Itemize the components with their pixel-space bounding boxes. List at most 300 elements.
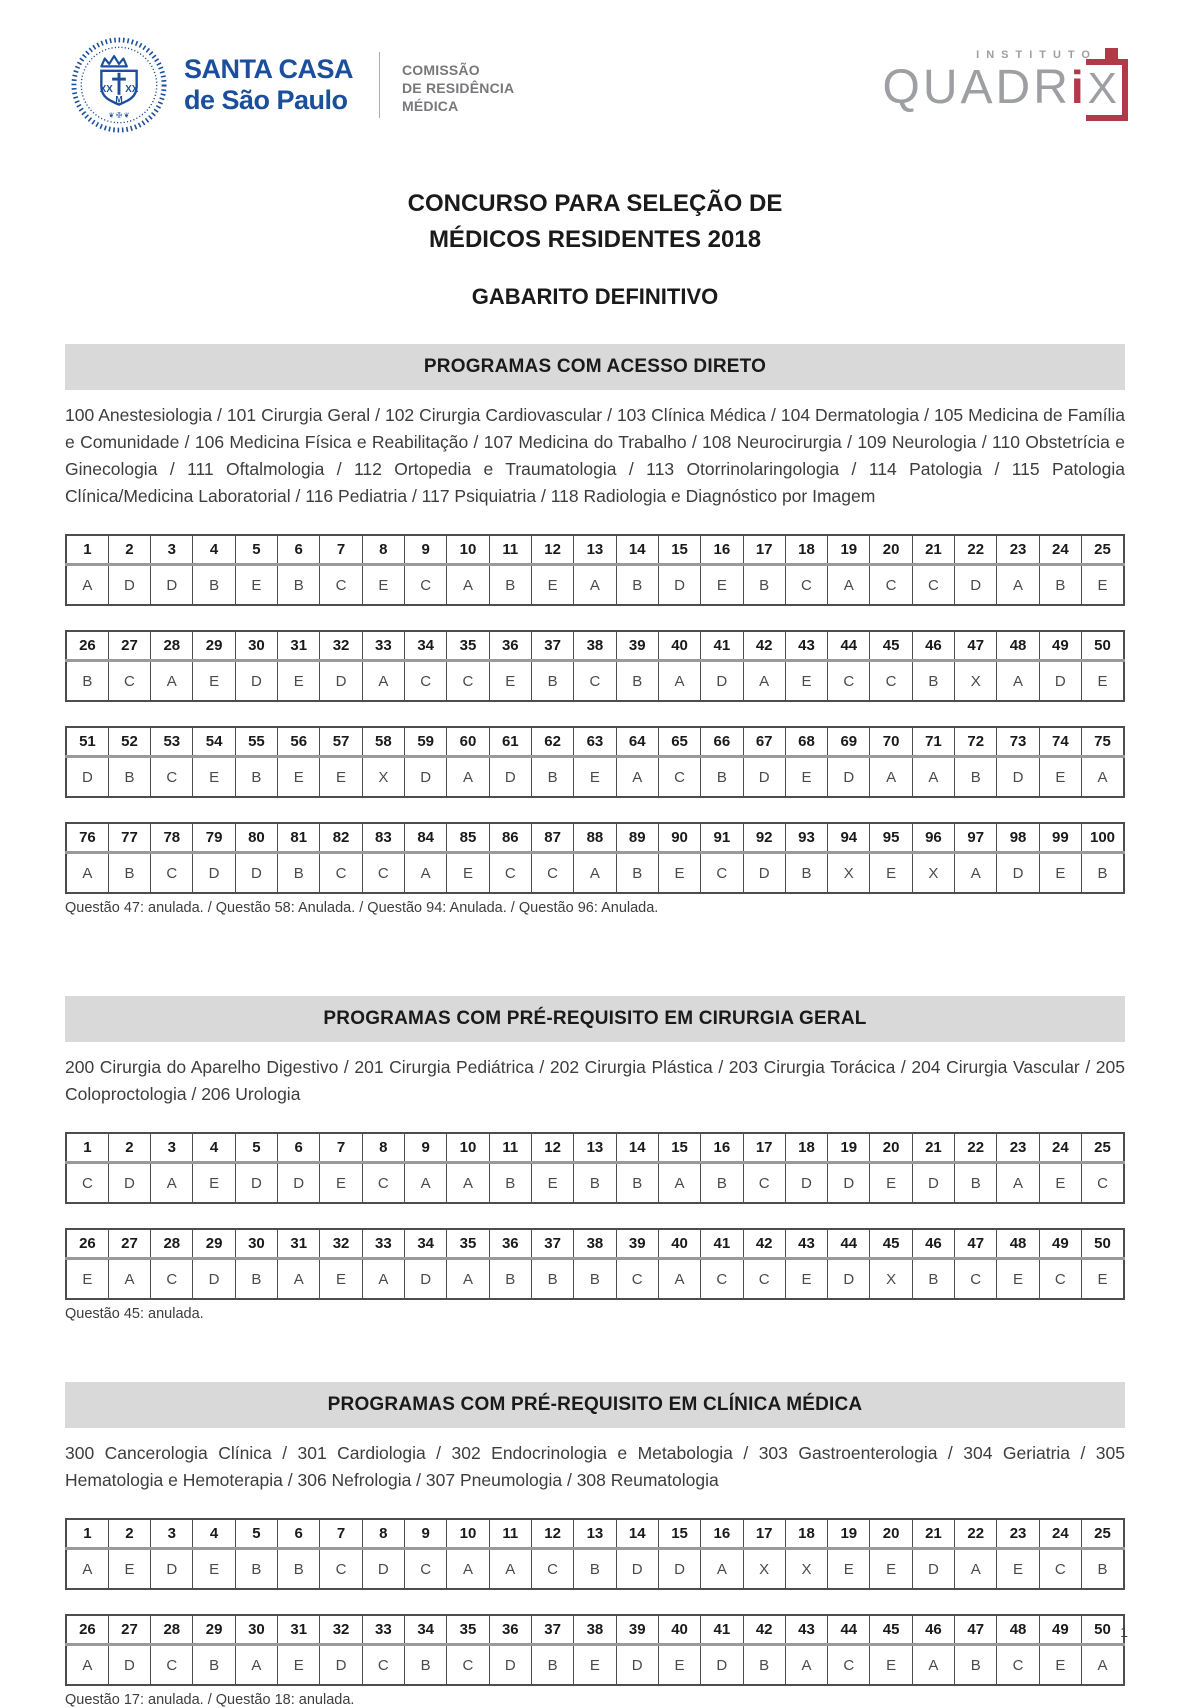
quadrix-instituto-label: INSTITUTO: [976, 48, 1097, 61]
answer-cell: B: [701, 1163, 743, 1204]
answer-cell: D: [828, 1163, 870, 1204]
question-number-cell: 17: [743, 535, 785, 565]
answer-cell: D: [405, 1259, 447, 1300]
answer-cell: B: [955, 1163, 997, 1204]
answer-cell: X: [870, 1259, 912, 1300]
question-number-cell: 20: [870, 1519, 912, 1549]
question-number-cell: 19: [828, 1519, 870, 1549]
answer-cell: A: [405, 1163, 447, 1204]
quadrix-logo: [883, 36, 1132, 121]
answer-table-q26-50: [65, 1614, 1125, 1686]
answer-cell: D: [108, 565, 150, 606]
programs-list: 300 Cancerologia Clínica / 301 Cardiologia / 302 Endocrinologia e Metabologia / 303 Gastroenterologia / 304 Geriatria / 305 Hematologia e Hemoterapia / 306 Nefrologia / 307 Pneumologia / 308 Reumatologia: [65, 1443, 1125, 1490]
answer-cell: D: [828, 1259, 870, 1300]
answer-cell: A: [405, 853, 447, 894]
question-number-cell: 20: [870, 535, 912, 565]
answer-cell: A: [66, 853, 108, 894]
answer-cell: B: [785, 853, 827, 894]
question-number-cell: 23: [997, 1519, 1039, 1549]
answer-table: [65, 726, 1125, 798]
question-number-cell: 12: [531, 1133, 573, 1163]
question-number-cell: 16: [701, 1519, 743, 1549]
answer-cell: C: [828, 1645, 870, 1686]
question-number-cell: 25: [1082, 535, 1125, 565]
question-number-cell: 6: [278, 1133, 320, 1163]
question-number-cell: 24: [1039, 1133, 1081, 1163]
answer-cell: A: [1082, 757, 1125, 798]
quadrix-text-x: X: [1087, 64, 1117, 113]
answer-cell: B: [574, 1163, 616, 1204]
question-number-cell: 39: [616, 631, 658, 661]
answer-cell: B: [235, 757, 277, 798]
question-number-cell: 58: [362, 727, 404, 757]
question-number-cell: 27: [108, 1615, 150, 1645]
section-gap: [65, 916, 1125, 962]
comissao-residencia-medica-label: [402, 55, 514, 115]
page-number: 1: [1120, 1624, 1128, 1640]
answer-cell: A: [616, 757, 658, 798]
answer-cell: D: [1039, 661, 1081, 702]
answer-cell: D: [320, 661, 362, 702]
question-number-cell: 39: [616, 1229, 658, 1259]
question-number-cell: 47: [955, 1229, 997, 1259]
question-number-cell: 79: [193, 823, 235, 853]
answer-cell: B: [66, 661, 108, 702]
question-number-cell: 56: [278, 727, 320, 757]
answer-cell: E: [193, 1549, 235, 1590]
answer-cell: E: [574, 1645, 616, 1686]
answer-cell: B: [193, 1645, 235, 1686]
question-number-cell: 5: [235, 1133, 277, 1163]
answer-cell: A: [743, 661, 785, 702]
title-line2: MÉDICOS RESIDENTES 2018: [428, 226, 762, 253]
answer-cell: C: [489, 853, 531, 894]
answer-cell: B: [405, 1645, 447, 1686]
question-number-cell: 42: [743, 1229, 785, 1259]
question-number-cell: 18: [785, 1133, 827, 1163]
question-number-cell: 43: [785, 1229, 827, 1259]
question-number-cell: 30: [235, 1615, 277, 1645]
question-number-cell: 54: [193, 727, 235, 757]
answer-cell: X: [955, 661, 997, 702]
question-number-cell: 48: [997, 1229, 1039, 1259]
answer-cell: D: [658, 565, 700, 606]
answer-table-q1-25: [65, 1132, 1125, 1204]
santa-casa-wordmark: [184, 54, 353, 116]
question-number-cell: 15: [658, 1519, 700, 1549]
question-number-cell: 11: [489, 535, 531, 565]
answer-cell: B: [955, 757, 997, 798]
answer-cell: D: [151, 565, 193, 606]
answer-cell: A: [912, 1645, 954, 1686]
answer-cell: B: [235, 1259, 277, 1300]
answer-cell: B: [955, 1645, 997, 1686]
question-number-cell: 48: [997, 1615, 1039, 1645]
answer-cell: C: [828, 661, 870, 702]
question-number-cell: 50: [1082, 1615, 1125, 1645]
answer-table: [65, 534, 1125, 606]
question-number-cell: 46: [912, 1615, 954, 1645]
question-number-cell: 90: [658, 823, 700, 853]
answer-cell: E: [870, 853, 912, 894]
answer-cell: A: [997, 661, 1039, 702]
question-number-cell: 45: [870, 1615, 912, 1645]
santa-casa-name-line2: de São Paulo: [184, 85, 348, 115]
answer-table: [65, 1518, 1125, 1590]
question-number-cell: 31: [278, 631, 320, 661]
answer-cell: E: [828, 1549, 870, 1590]
answer-cell: E: [997, 1549, 1039, 1590]
question-number-cell: 23: [997, 535, 1039, 565]
answer-cell: D: [278, 1163, 320, 1204]
answer-cell: B: [278, 565, 320, 606]
header-divider: [379, 52, 380, 118]
answer-cell: E: [320, 1259, 362, 1300]
answer-cell: E: [193, 757, 235, 798]
answer-cell: D: [235, 853, 277, 894]
answer-cell: C: [320, 1549, 362, 1590]
answer-cell: C: [405, 565, 447, 606]
question-number-cell: 85: [447, 823, 489, 853]
question-number-cell: 26: [66, 1615, 108, 1645]
question-number-cell: 6: [278, 1519, 320, 1549]
question-number-cell: 10: [447, 1519, 489, 1549]
question-number-cell: 26: [66, 1229, 108, 1259]
answer-cell: E: [870, 1163, 912, 1204]
answer-cell: A: [362, 1259, 404, 1300]
question-number-cell: 35: [447, 1229, 489, 1259]
answer-cell: E: [870, 1645, 912, 1686]
question-number-cell: 68: [785, 727, 827, 757]
question-number-cell: 99: [1039, 823, 1081, 853]
answer-cell: E: [1039, 757, 1081, 798]
question-number-cell: 19: [828, 1133, 870, 1163]
question-number-cell: 57: [320, 727, 362, 757]
answer-cell: E: [574, 757, 616, 798]
answer-cell: A: [1082, 1645, 1125, 1686]
question-number-cell: 14: [616, 1133, 658, 1163]
answer-cell: E: [66, 1259, 108, 1300]
question-number-cell: 34: [405, 1229, 447, 1259]
question-number-cell: 11: [489, 1133, 531, 1163]
answer-cell: E: [870, 1549, 912, 1590]
section-pre-requisito-cirurgia-geral: [65, 996, 1125, 1322]
answer-cell: A: [278, 1259, 320, 1300]
answer-cell: A: [151, 661, 193, 702]
question-number-cell: 62: [531, 727, 573, 757]
question-number-cell: 65: [658, 727, 700, 757]
question-number-cell: 36: [489, 1229, 531, 1259]
question-number-cell: 53: [151, 727, 193, 757]
answer-cell: D: [108, 1163, 150, 1204]
answer-table: [65, 822, 1125, 894]
answer-cell: D: [108, 1645, 150, 1686]
answer-cell: D: [997, 853, 1039, 894]
answer-cell: E: [320, 1163, 362, 1204]
question-number-cell: 5: [235, 1519, 277, 1549]
question-number-cell: 44: [828, 1615, 870, 1645]
question-number-cell: 7: [320, 535, 362, 565]
question-number-cell: 38: [574, 1229, 616, 1259]
answer-cell: C: [1039, 1549, 1081, 1590]
question-number-cell: 4: [193, 1133, 235, 1163]
answer-cell: B: [531, 1645, 573, 1686]
question-number-cell: 21: [912, 1133, 954, 1163]
answer-cell: A: [912, 757, 954, 798]
answer-cell: B: [108, 757, 150, 798]
santa-casa-name-line1: SANTA CASA: [184, 54, 353, 84]
svg-text:❦ ✠ ❦: ❦ ✠ ❦: [108, 112, 130, 120]
question-number-cell: 88: [574, 823, 616, 853]
answer-cell: B: [235, 1549, 277, 1590]
question-number-cell: 50: [1082, 631, 1125, 661]
question-number-cell: 3: [151, 1133, 193, 1163]
answer-cell: A: [66, 565, 108, 606]
answer-table-q26-50: [65, 630, 1125, 702]
page-header: [0, 0, 1190, 134]
answer-cell: B: [531, 757, 573, 798]
question-number-cell: 2: [108, 535, 150, 565]
answer-cell: C: [997, 1645, 1039, 1686]
answer-cell: E: [278, 1645, 320, 1686]
question-number-cell: 59: [405, 727, 447, 757]
quadrix-wordmark: [883, 59, 1128, 121]
question-number-cell: 36: [489, 631, 531, 661]
question-number-cell: 33: [362, 1615, 404, 1645]
question-number-cell: 32: [320, 631, 362, 661]
question-number-cell: 36: [489, 1615, 531, 1645]
answer-cell: A: [66, 1645, 108, 1686]
question-number-cell: 42: [743, 631, 785, 661]
answer-cell: C: [701, 853, 743, 894]
question-number-cell: 12: [531, 535, 573, 565]
answer-cell: A: [658, 1163, 700, 1204]
answer-cell: D: [743, 853, 785, 894]
question-number-cell: 9: [405, 1519, 447, 1549]
answer-cell: A: [489, 1549, 531, 1590]
answer-cell: E: [278, 757, 320, 798]
answer-cell: A: [701, 1549, 743, 1590]
question-number-cell: 26: [66, 631, 108, 661]
question-number-cell: 14: [616, 535, 658, 565]
comissao-line3: MÉDICA: [402, 98, 459, 114]
question-number-cell: 25: [1082, 1519, 1125, 1549]
question-number-cell: 12: [531, 1519, 573, 1549]
question-number-cell: 91: [701, 823, 743, 853]
answer-cell: E: [1082, 565, 1125, 606]
answer-cell: C: [955, 1259, 997, 1300]
question-number-cell: 89: [616, 823, 658, 853]
answer-cell: E: [278, 661, 320, 702]
answer-cell: C: [362, 1163, 404, 1204]
answer-cell: C: [447, 1645, 489, 1686]
question-number-cell: 92: [743, 823, 785, 853]
annulled-questions-note: Questão 17: anulada. / Questão 18: anulada.: [65, 1692, 355, 1708]
answer-cell: A: [574, 565, 616, 606]
answer-cell: D: [616, 1645, 658, 1686]
answer-cell: C: [151, 1645, 193, 1686]
question-number-cell: 4: [193, 535, 235, 565]
answer-cell: B: [1082, 853, 1125, 894]
answer-cell: A: [447, 1549, 489, 1590]
question-number-cell: 22: [955, 1519, 997, 1549]
question-number-cell: 16: [701, 1133, 743, 1163]
answer-cell: B: [489, 565, 531, 606]
question-number-cell: 11: [489, 1519, 531, 1549]
question-number-cell: 10: [447, 1133, 489, 1163]
question-number-cell: 49: [1039, 631, 1081, 661]
answer-cell: A: [66, 1549, 108, 1590]
question-number-cell: 33: [362, 1229, 404, 1259]
answer-cell: D: [193, 853, 235, 894]
answer-cell: X: [362, 757, 404, 798]
annulled-questions-note: Questão 45: anulada.: [65, 1306, 204, 1322]
answer-cell: D: [785, 1163, 827, 1204]
answer-cell: A: [235, 1645, 277, 1686]
section-heading: PROGRAMAS COM ACESSO DIRETO: [423, 356, 767, 377]
question-number-cell: 23: [997, 1133, 1039, 1163]
answer-cell: E: [531, 565, 573, 606]
question-number-cell: 13: [574, 535, 616, 565]
answer-cell: A: [785, 1645, 827, 1686]
answer-table-q1-25: [65, 534, 1125, 606]
answer-cell: B: [701, 757, 743, 798]
answer-cell: D: [701, 661, 743, 702]
answer-cell: C: [531, 1549, 573, 1590]
question-number-cell: 47: [955, 1615, 997, 1645]
answer-cell: X: [785, 1549, 827, 1590]
answer-cell: B: [193, 565, 235, 606]
answer-cell: A: [997, 565, 1039, 606]
question-number-cell: 15: [658, 535, 700, 565]
question-number-cell: 61: [489, 727, 531, 757]
question-number-cell: 46: [912, 631, 954, 661]
answer-table: [65, 1614, 1125, 1686]
question-number-cell: 50: [1082, 1229, 1125, 1259]
answer-cell: A: [447, 565, 489, 606]
question-number-cell: 35: [447, 631, 489, 661]
question-number-cell: 18: [785, 535, 827, 565]
question-number-cell: 38: [574, 631, 616, 661]
answer-cell: D: [912, 1549, 954, 1590]
question-number-cell: 17: [743, 1133, 785, 1163]
section-pre-requisito-clinica-medica: [65, 1382, 1125, 1708]
question-number-cell: 3: [151, 1519, 193, 1549]
answer-cell: C: [743, 1163, 785, 1204]
section-heading: PROGRAMAS COM PRÉ-REQUISITO EM CIRURGIA GERAL: [323, 1008, 867, 1029]
answer-table: [65, 1228, 1125, 1300]
answer-cell: X: [912, 853, 954, 894]
question-number-cell: 24: [1039, 535, 1081, 565]
question-number-cell: 17: [743, 1519, 785, 1549]
question-number-cell: 29: [193, 631, 235, 661]
answer-cell: C: [108, 661, 150, 702]
answer-cell: C: [1082, 1163, 1125, 1204]
comissao-line2: DE RESIDÊNCIA: [402, 80, 515, 96]
question-number-cell: 9: [405, 1133, 447, 1163]
question-number-cell: 74: [1039, 727, 1081, 757]
answer-cell: B: [912, 661, 954, 702]
quadrix-x-bracket-icon: [1086, 59, 1128, 121]
answer-cell: E: [997, 1259, 1039, 1300]
question-number-cell: 29: [193, 1615, 235, 1645]
question-number-cell: 32: [320, 1615, 362, 1645]
answer-cell: A: [955, 1549, 997, 1590]
question-number-cell: 47: [955, 631, 997, 661]
question-number-cell: 67: [743, 727, 785, 757]
answer-cell: E: [489, 661, 531, 702]
question-number-cell: 37: [531, 1615, 573, 1645]
answer-cell: B: [616, 853, 658, 894]
question-number-cell: 21: [912, 535, 954, 565]
answer-cell: B: [108, 853, 150, 894]
answer-cell: A: [658, 1259, 700, 1300]
answer-table-q51-75: [65, 726, 1125, 798]
question-number-cell: 27: [108, 631, 150, 661]
question-number-cell: 40: [658, 1229, 700, 1259]
question-number-cell: 83: [362, 823, 404, 853]
question-number-cell: 93: [785, 823, 827, 853]
question-number-cell: 37: [531, 1229, 573, 1259]
answer-cell: D: [701, 1645, 743, 1686]
question-number-cell: 51: [66, 727, 108, 757]
question-number-cell: 75: [1082, 727, 1125, 757]
question-number-cell: 45: [870, 631, 912, 661]
question-number-cell: 49: [1039, 1229, 1081, 1259]
answer-cell: C: [362, 1645, 404, 1686]
answer-cell: E: [447, 853, 489, 894]
answer-cell: E: [1039, 1645, 1081, 1686]
question-number-cell: 28: [151, 1615, 193, 1645]
question-number-cell: 97: [955, 823, 997, 853]
answer-cell: D: [489, 1645, 531, 1686]
question-number-cell: 16: [701, 535, 743, 565]
question-number-cell: 87: [531, 823, 573, 853]
answer-cell: C: [320, 565, 362, 606]
question-number-cell: 78: [151, 823, 193, 853]
annulled-questions-note: Questão 47: anulada. / Questão 58: Anulada. / Questão 94: Anulada. / Questão 96: Anulada.: [65, 900, 659, 916]
answer-cell: B: [278, 853, 320, 894]
question-number-cell: 64: [616, 727, 658, 757]
question-number-cell: 71: [912, 727, 954, 757]
answer-cell: E: [193, 661, 235, 702]
answer-cell: C: [574, 661, 616, 702]
question-number-cell: 43: [785, 631, 827, 661]
answer-cell: E: [320, 757, 362, 798]
svg-text:XX: XX: [125, 83, 139, 95]
answer-cell: E: [701, 565, 743, 606]
quadrix-text-head: QUADR: [882, 61, 1071, 114]
document-content: [0, 344, 1190, 1708]
answer-cell: B: [1082, 1549, 1125, 1590]
answer-cell: A: [955, 853, 997, 894]
question-number-cell: 77: [108, 823, 150, 853]
answer-cell: C: [320, 853, 362, 894]
question-number-cell: 44: [828, 1229, 870, 1259]
question-number-cell: 49: [1039, 1615, 1081, 1645]
answer-cell: A: [447, 1163, 489, 1204]
question-number-cell: 35: [447, 1615, 489, 1645]
answer-table-q26-50: [65, 1228, 1125, 1300]
question-number-cell: 15: [658, 1133, 700, 1163]
question-number-cell: 98: [997, 823, 1039, 853]
question-number-cell: 100: [1082, 823, 1125, 853]
question-number-cell: 8: [362, 1133, 404, 1163]
question-number-cell: 86: [489, 823, 531, 853]
answer-cell: C: [912, 565, 954, 606]
answer-cell: E: [1039, 1163, 1081, 1204]
question-number-cell: 1: [66, 1519, 108, 1549]
